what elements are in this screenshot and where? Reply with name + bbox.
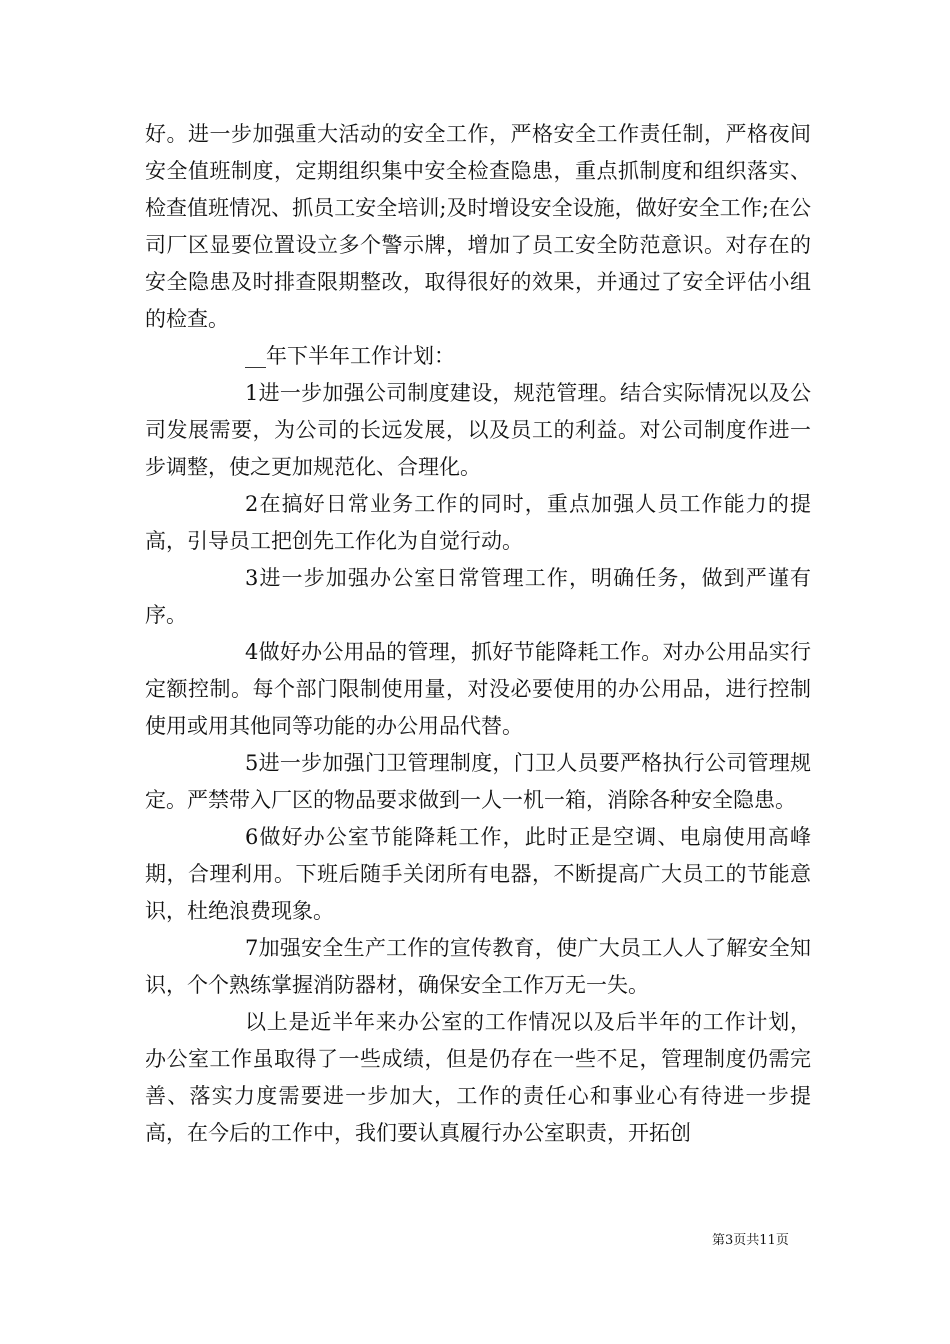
paragraph-conclusion: 以上是近半年来办公室的工作情况以及后半年的工作计划，办公室工作虽取得了一些成绩，但是仍存在一些不足，管理制度仍需完善、落实力度需要进一步加大，工作的责任心和事业心有待进一步提高，在今后的工作中，我们要认真履行办公室职责，开拓创 (145, 1010, 811, 1145)
plan-item-4: 4做好办公用品的管理，抓好节能降耗工作。对办公用品实行定额控制。每个部门限制使用量，对没必要使用的办公用品，进行控制使用或用其他同等功能的办公用品代替。 (145, 640, 811, 738)
plan-item-5: 5进一步加强门卫管理制度，门卫人员要严格执行公司管理规定。严禁带入厂区的物品要求做到一人一机一箱，消除各种安全隐患。 (145, 751, 811, 812)
plan-item-7: 7加强安全生产工作的宣传教育，使广大员工人人了解安全知识，个个熟练掌握消防器材，确保安全工作万无一失。 (145, 936, 811, 997)
plan-item-6: 6做好办公室节能降耗工作，此时正是空调、电扇使用高峰期，合理利用。下班后随手关闭所有电器，不断提高广大员工的节能意识，杜绝浪费现象。 (145, 825, 811, 923)
plan-item-1: 1进一步加强公司制度建设，规范管理。结合实际情况以及公司发展需要，为公司的长远发展，以及员工的利益。对公司制度作进一步调整，使之更加规范化、合理化。 (145, 381, 811, 479)
plan-item-3: 3进一步加强办公室日常管理工作，明确任务，做到严谨有序。 (145, 566, 811, 627)
paragraph-safety-work: 好。进一步加强重大活动的安全工作，严格安全工作责任制，严格夜间安全值班制度，定期组织集中安全检查隐患，重点抓制度和组织落实、检查值班情况、抓员工安全培训;及时增设安全设施，做好安全工作;在公司厂区显要位置设立多个警示牌，增加了员工安全防范意识。对存在的安全隐患及时排查限期整改，取得很好的效果，并通过了安全评估小组的检查。 (145, 122, 811, 331)
page-number: 第3页共11页 (712, 1233, 789, 1248)
document-body (145, 116, 811, 1152)
plan-heading: __年下半年工作计划： (245, 344, 455, 368)
plan-item-2: 2在搞好日常业务工作的同时，重点加强人员工作能力的提高，引导员工把创先工作化为自觉行动。 (145, 492, 811, 553)
